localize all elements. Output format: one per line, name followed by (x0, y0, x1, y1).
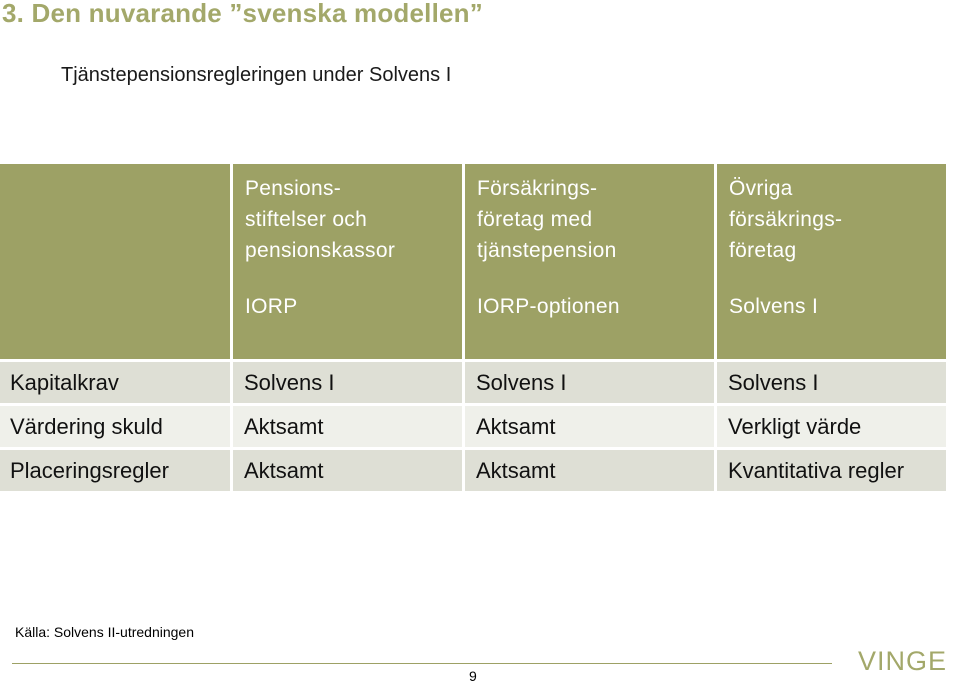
table-row (0, 447, 946, 491)
table-cell: Verkligt värde (717, 406, 946, 447)
page-number: 9 (469, 668, 477, 684)
header-name: Försäkrings- företag med tjänstepension (477, 177, 617, 262)
source-note: Källa: Solvens II-utredningen (15, 624, 194, 640)
vinge-logo: VINGE (858, 646, 948, 676)
table-row (0, 359, 946, 403)
table-cell: Aktsamt (465, 406, 717, 447)
row-label: Kapitalkrav (0, 362, 233, 403)
header-regime: IORP-optionen (477, 295, 620, 318)
table-cell: Aktsamt (233, 406, 465, 447)
table-cell: Solvens I (465, 362, 717, 403)
comparison-table (0, 164, 946, 491)
table-cell: Solvens I (717, 362, 946, 403)
table-cell: Aktsamt (233, 450, 465, 491)
header-cell-empty (0, 164, 233, 359)
table-cell: Aktsamt (465, 450, 717, 491)
header-name: Pensions- stiftelser och pensionskassor (245, 177, 396, 262)
slide-title: 3. Den nuvarande ”svenska modellen” (2, 0, 483, 28)
slide-subtitle: Tjänstepensionsregleringen under Solvens I (61, 64, 452, 86)
header-cell-ovriga-forsakringsforetag (717, 164, 946, 359)
header-regime: IORP (245, 295, 298, 318)
header-cell-forsakringsforetag-tjanstepension (465, 164, 717, 359)
table-header-row (0, 164, 946, 359)
header-regime: Solvens I (729, 295, 819, 318)
row-label: Placeringsregler (0, 450, 233, 491)
table-cell: Solvens I (233, 362, 465, 403)
header-name: Övriga försäkrings- företag (729, 177, 843, 262)
table-row (0, 403, 946, 447)
row-label: Värdering skuld (0, 406, 233, 447)
table-cell: Kvantitativa regler (717, 450, 946, 491)
footer-divider (12, 663, 832, 664)
header-cell-pensionsstiftelser (233, 164, 465, 359)
